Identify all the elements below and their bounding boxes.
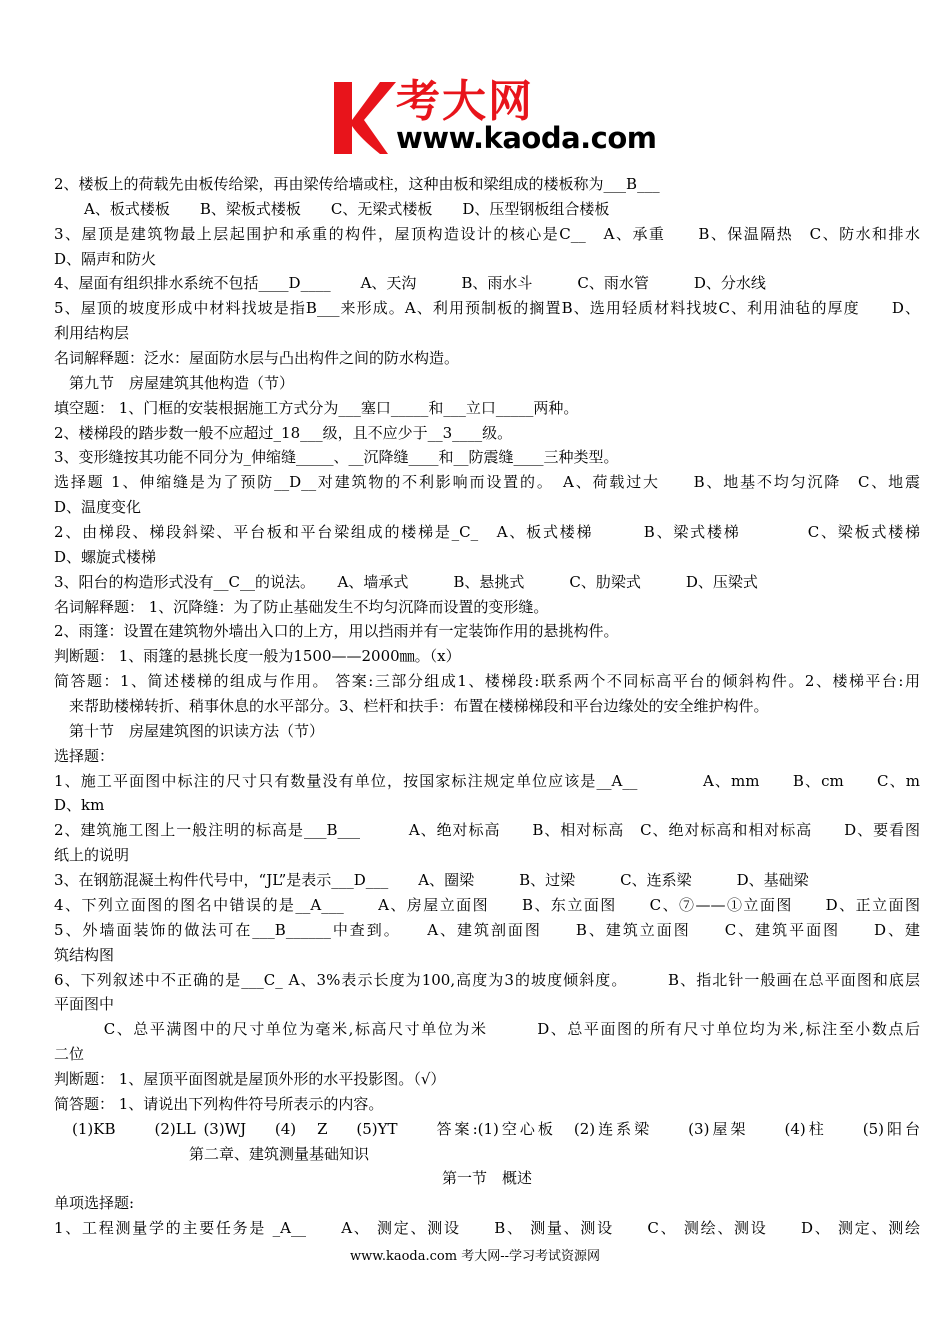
text-line: D、km xyxy=(54,796,105,815)
text-line: 名词解释题：泛水：屋面防水层与凸出构件之间的防水构造。 xyxy=(54,349,460,368)
text-line: 判断题： 1、屋顶平面图就是屋顶外形的水平投影图。（√） xyxy=(54,1069,446,1088)
k-logo-icon xyxy=(330,80,398,156)
text-line: 利用结构层 xyxy=(54,324,130,343)
page-footer: www.kaoda.com 考大网--学习考试资源网 xyxy=(350,1249,600,1264)
text-line: (1)KB (2)LL (3)WJ (4) Z (5)YT 答案:(1)空心板 (2)连系梁 (3)屋架 (4)柱 (5)阳台 xyxy=(54,1119,920,1138)
text-line: 2、楼板上的荷载先由板传给梁，再由梁传给墙或柱，这种由板和梁组成的楼板称为___B___ xyxy=(54,175,660,193)
text-line: 纸上的说明 xyxy=(54,846,130,865)
text-line: 来帮助楼梯转折、稍事休息的水平部分。3、栏杆和扶手：布置在楼梯梯段和平台边缘处的安全维护构件。 xyxy=(54,697,769,716)
text-line: 6、下列叙述中不正确的是___C_ A、3%表示长度为100,高度为3的坡度倾斜度。 B、指北针一般画在总平面图和底层 xyxy=(54,970,920,989)
text-line: 4、下列立面图的图名中错误的是__A___ A、房屋立面图 B、东立面图 C、⑦——①立面图 D、正立面图 xyxy=(54,895,920,914)
text-line: 2、雨篷：设置在建筑物外墙出入口的上方，用以挡雨并有一定装饰作用的悬挑构件。 xyxy=(54,622,619,641)
text-line: C、总平满图中的尺寸单位为毫米,标高尺寸单位为米 D、总平面图的所有尺寸单位均为米,标注至小数点后 xyxy=(54,1020,920,1039)
text-line: 3、在钢筋混凝土构件代号中，“JL”是表示___D___ A、圈梁 B、过梁 C、连系梁 D、基础梁 xyxy=(54,871,809,890)
text-line: 5、外墙面装饰的做法可在___B______中查到。 A、建筑剖面图 B、建筑立面图 C、建筑平面图 D、建 xyxy=(54,920,920,939)
text-line: 5、屋顶的坡度形成中材料找坡是指B___来形成。A、利用预制板的搁置B、选用轻质材料找坡C、利用油毡的厚度 D、 xyxy=(54,299,920,318)
text-line: 2、由梯段、梯段斜梁、平台板和平台梁组成的楼梯是_C_ A、板式楼梯 B、梁式楼梯 C、梁板式楼梯 xyxy=(54,523,920,542)
text-line: 简答题：1、简述楼梯的组成与作用。 答案:三部分组成1、楼梯段:联系两个不同标高平台的倾斜构件。2、楼梯平台:用 xyxy=(54,672,920,691)
text-line: 3、屋顶是建筑物最上层起围护和承重的构件，屋顶构造设计的核心是C__ A、承重 B、保温隔热 C、防水和排水 xyxy=(54,224,920,243)
kaoda-logo xyxy=(330,78,660,158)
text-line: D、螺旋式楼梯 xyxy=(54,547,157,566)
text-line: 名词解释题： 1、沉降缝：为了防止基础发生不均匀沉降而设置的变形缝。 xyxy=(54,597,549,616)
text-line: 3、变形缝按其功能不同分为_伸缩缝_____、__沉降缝____和__防震缝____三种类型。 xyxy=(54,448,619,467)
text-line: 筑结构图 xyxy=(54,945,115,964)
text-line: 2、楼梯段的踏步数一般不应超过_18___级，且不应少于__3____级。 xyxy=(54,423,513,442)
text-line: 1、施工平面图中标注的尺寸只有数量没有单位，按国家标注规定单位应该是__A__ A、mm B、cm C、m xyxy=(54,771,920,790)
text-line: 单项选择题: xyxy=(54,1194,135,1213)
document-body xyxy=(54,172,920,1241)
text-line: D、温度变化 xyxy=(54,498,142,517)
text-line: D、隔声和防火 xyxy=(54,249,157,268)
text-line: 判断题： 1、雨篷的悬挑长度一般为1500——2000㎜。（x） xyxy=(54,647,461,666)
text-line: 3、阳台的构造形式没有__C__的说法。 A、墙承式 B、悬挑式 C、肋梁式 D、压梁式 xyxy=(54,572,758,591)
text-line: 第一节 概述 xyxy=(441,1169,532,1188)
text-line: 第十节 房屋建筑图的识读方法（节） xyxy=(54,721,325,740)
text-line: 2、建筑施工图上一般注明的标高是___B___ A、绝对标高 B、相对标高 C、绝对标高和相对标高 D、要看图 xyxy=(54,821,920,840)
text-line: 填空题： 1、门框的安装根据施工方式分为___塞口_____和___立口_____两种。 xyxy=(54,398,579,417)
text-line: 平面图中 xyxy=(54,995,115,1014)
text-line: 选择题 1、伸缩缝是为了预防__D__对建筑物的不利影响而设置的。 A、荷载过大 B、地基不均匀沉降 C、地震 xyxy=(54,473,920,492)
text-line: 1、工程测量学的主要任务是 _A__ A、 测定、测设 B、 测量、测设 C、 测绘、测设 D、 测定、测绘 xyxy=(54,1219,920,1238)
text-line: 第二章、建筑测量基础知识 xyxy=(54,1144,370,1163)
text-line: 简答题： 1、请说出下列构件符号所表示的内容。 xyxy=(54,1094,384,1113)
text-line: 第九节 房屋建筑其他构造（节） xyxy=(54,373,295,392)
text-line: 选择题： xyxy=(54,746,115,765)
logo-url: www.kaoda.com xyxy=(396,121,657,155)
text-line: 4、屋面有组织排水系统不包括____D____ A、天沟 B、雨水斗 C、雨水管 D、分水线 xyxy=(54,274,766,293)
text-line: 二位 xyxy=(54,1045,85,1064)
logo-brand-name: 考大网 xyxy=(396,76,534,127)
text-line: A、板式楼板 B、梁板式楼板 C、无梁式楼板 D、压型钢板组合楼板 xyxy=(54,199,610,218)
